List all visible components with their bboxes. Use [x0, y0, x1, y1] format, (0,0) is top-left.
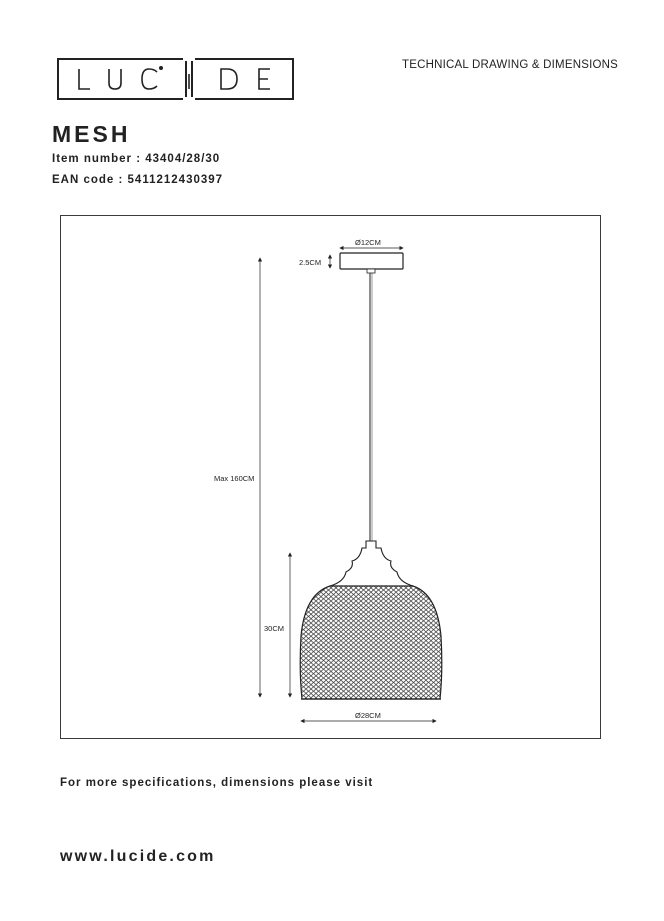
- canopy-height-label: 2.5CM: [299, 258, 322, 267]
- technical-drawing-frame: [60, 215, 601, 739]
- max-height-label: Max 160CM: [214, 474, 255, 483]
- footer-note: For more specifications, dimensions please visit: [60, 777, 374, 789]
- website-link[interactable]: www.lucide.com: [60, 848, 216, 865]
- shade-diameter-label: Ø28CM: [355, 711, 381, 720]
- ean-code: EAN code : 5411212430397: [52, 174, 224, 186]
- ceiling-canopy: [340, 253, 403, 269]
- pendant-lamp-drawing: [61, 216, 602, 740]
- shade-height-label: 30CM: [264, 624, 285, 633]
- item-number: Item number : 43404/28/30: [52, 153, 221, 165]
- product-name: MESH: [52, 121, 131, 147]
- shade-crown: [330, 541, 413, 586]
- mesh-shade: [300, 586, 442, 699]
- canopy-diameter-label: Ø12CM: [355, 238, 381, 247]
- page-title: TECHNICAL DRAWING & DIMENSIONS: [402, 59, 618, 71]
- lucide-logo: [57, 58, 294, 100]
